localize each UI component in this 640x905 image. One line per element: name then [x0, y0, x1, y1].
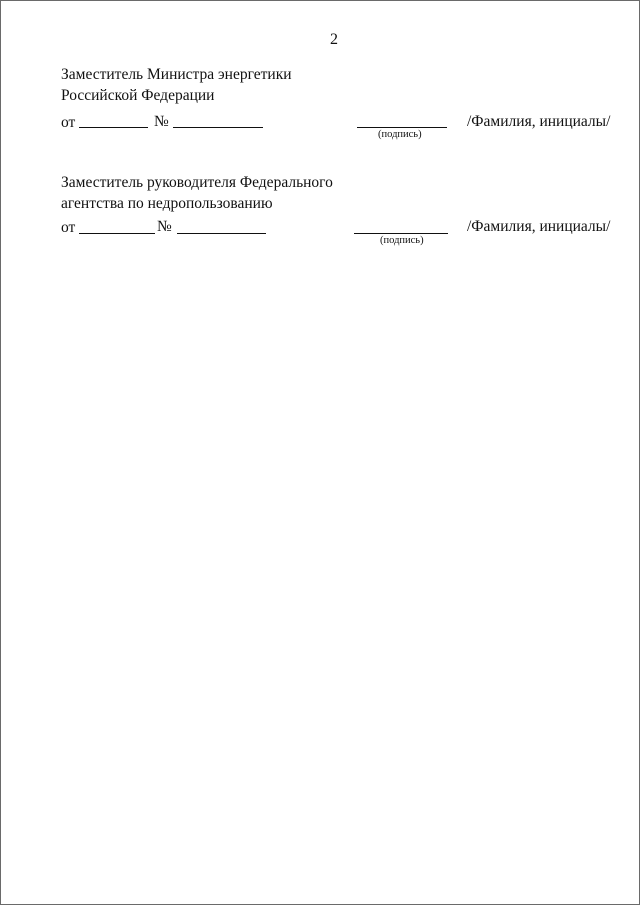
- signatory-title-2: [61, 172, 333, 214]
- number-blank: [177, 233, 266, 234]
- signature-blank: [357, 127, 447, 128]
- signature-caption: (подпись): [380, 235, 424, 246]
- number-blank: [173, 127, 263, 128]
- date-blank: [79, 233, 155, 234]
- date-prefix: от: [61, 114, 76, 131]
- signatory-title-line: Российской Федерации: [61, 87, 215, 104]
- signature-blank: [354, 233, 448, 234]
- signatory-title-line: Заместитель руководителя Федерального: [61, 174, 333, 191]
- signatory-title-line: Заместитель Министра энергетики: [61, 66, 292, 83]
- number-sign: №: [157, 218, 172, 235]
- date-prefix: от: [61, 219, 76, 236]
- signatory-title-line: агентства по недропользованию: [61, 195, 273, 212]
- signatory-title-1: [61, 64, 292, 106]
- page-number: 2: [330, 31, 338, 48]
- name-placeholder: /Фамилия, инициалы/: [467, 218, 611, 235]
- name-placeholder: /Фамилия, инициалы/: [467, 113, 611, 130]
- signature-caption: (подпись): [378, 129, 422, 140]
- date-blank: [79, 127, 148, 128]
- number-sign: №: [154, 113, 169, 130]
